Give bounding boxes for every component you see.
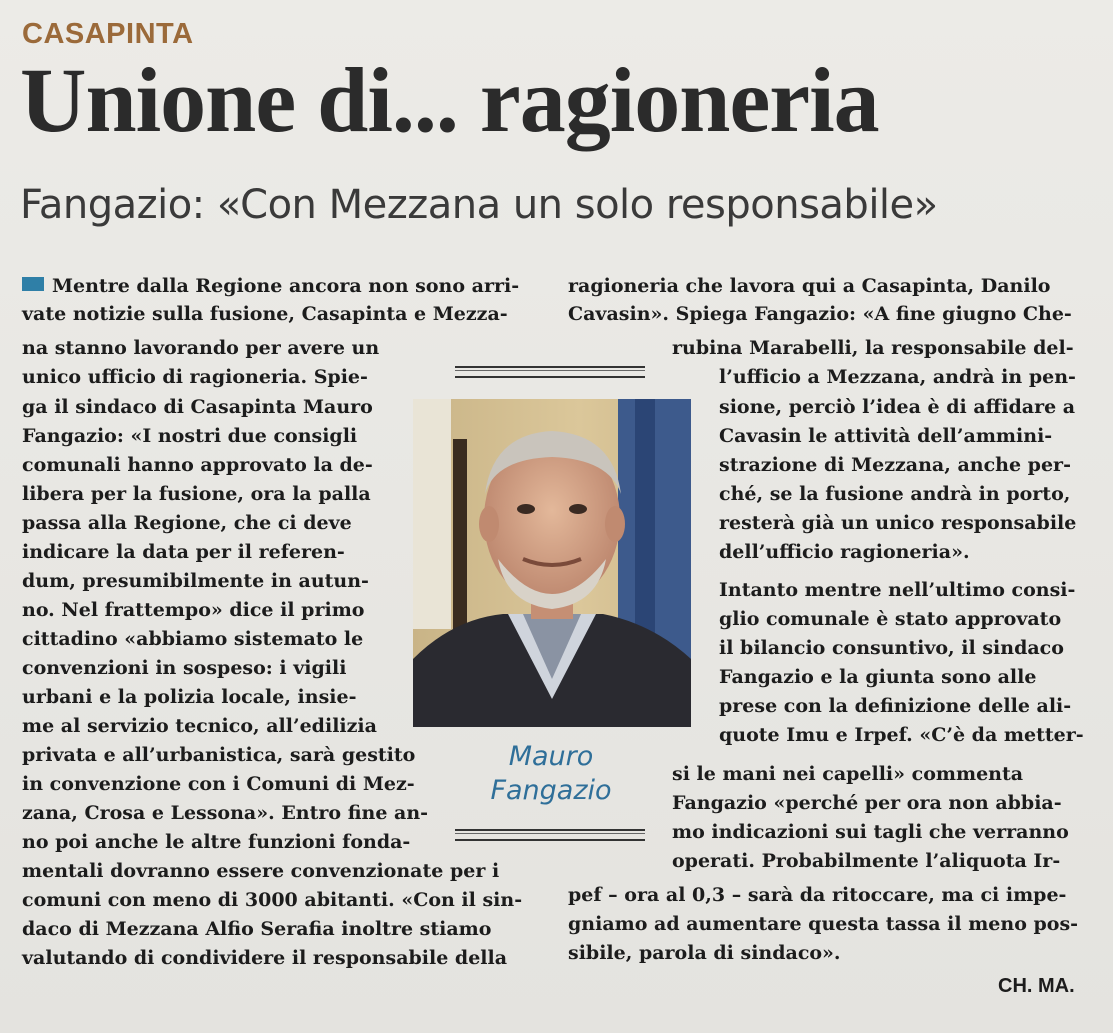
photo-caption-last-name: Fangazio bbox=[490, 775, 612, 806]
article-line: na stanno lavorando per avere un bbox=[22, 337, 380, 359]
article-line: unico ufficio di ragioneria. Spie- bbox=[22, 366, 368, 388]
article-line: cittadino «abbiamo sistemato le bbox=[22, 628, 364, 650]
article-line: convenzioni in sospeso: i vigili bbox=[22, 657, 347, 679]
portrait-illustration bbox=[413, 399, 691, 727]
section-label: CASAPINTA bbox=[22, 18, 194, 50]
article-line: mo indicazioni sui tagli che verranno bbox=[672, 821, 1069, 843]
article-line: daco di Mezzana Alfio Serafia inoltre stiamo bbox=[22, 918, 492, 940]
article-line: passa alla Regione, che ci deve bbox=[22, 512, 352, 534]
article-line: Fangazio «perché per ora non abbia- bbox=[672, 792, 1062, 814]
article-line: libera per la fusione, ora la palla bbox=[22, 483, 371, 505]
article-line: ga il sindaco di Casapinta Mauro bbox=[22, 396, 373, 418]
article-line: mentali dovranno essere convenzionate per i bbox=[22, 860, 500, 882]
article-line: valutando di condividere il responsabile della bbox=[22, 947, 508, 969]
article-line: no poi anche le altre funzioni fonda- bbox=[22, 831, 411, 853]
article-line: rubina Marabelli, la responsabile del- bbox=[672, 337, 1074, 359]
divider-rule bbox=[455, 829, 645, 841]
article-line: dum, presumibilmente in autun- bbox=[22, 570, 369, 592]
article-line: ché, se la fusione andrà in porto, bbox=[719, 483, 1071, 505]
article-line: no. Nel frattempo» dice il primo bbox=[22, 599, 365, 621]
article-line: resterà già un unico responsabile bbox=[719, 512, 1077, 534]
article-line: zana, Crosa e Lessona». Entro fine an- bbox=[22, 802, 429, 824]
bullet-square-icon bbox=[22, 277, 44, 291]
article-line: privata e all’urbanistica, sarà gestito bbox=[22, 744, 416, 766]
article-line: comuni con meno di 3000 abitanti. «Con il sin- bbox=[22, 889, 523, 911]
article-line: sione, perciò l’idea è di affidare a bbox=[719, 396, 1076, 418]
article-line: Cavasin». Spiega Fangazio: «A fine giugno Che- bbox=[568, 303, 1072, 325]
portrait-photo bbox=[413, 399, 691, 727]
divider-rule bbox=[455, 366, 645, 378]
article-line: dell’ufficio ragioneria». bbox=[719, 541, 970, 563]
article-line: Intanto mentre nell’ultimo consi- bbox=[719, 579, 1076, 601]
article-line: Mentre dalla Regione ancora non sono arri- bbox=[22, 272, 519, 300]
article-line: me al servizio tecnico, all’edilizia bbox=[22, 715, 377, 737]
article-line: strazione di Mezzana, anche per- bbox=[719, 454, 1071, 476]
article-line: quote Imu e Irpef. «C’è da metter- bbox=[719, 724, 1084, 746]
article-line: Fangazio: «I nostri due consigli bbox=[22, 425, 358, 447]
article-line: comunali hanno approvato la de- bbox=[22, 454, 373, 476]
article-line: il bilancio consuntivo, il sindaco bbox=[719, 637, 1064, 659]
article-line: pef – ora al 0,3 – sarà da ritoccare, ma ci impe- bbox=[568, 884, 1067, 906]
article-line: Cavasin le attività dell’ammini- bbox=[719, 425, 1053, 447]
article-line: ragioneria che lavora qui a Casapinta, Danilo bbox=[568, 275, 1051, 297]
article-line: si le mani nei capelli» commenta bbox=[672, 763, 1024, 785]
article-line: vate notizie sulla fusione, Casapinta e Mezza- bbox=[22, 303, 508, 325]
author-byline: CH. MA. bbox=[998, 975, 1075, 997]
article-line: indicare la data per il referen- bbox=[22, 541, 345, 563]
article-line: glio comunale è stato approvato bbox=[719, 608, 1062, 630]
subheadline: Fangazio: «Con Mezzana un solo responsabile» bbox=[20, 182, 938, 228]
article-line: operati. Probabilmente l’aliquota Ir- bbox=[672, 850, 1061, 872]
article-line: l’ufficio a Mezzana, andrà in pen- bbox=[719, 366, 1076, 388]
article-line: sibile, parola di sindaco». bbox=[568, 942, 841, 964]
article-line: in convenzione con i Comuni di Mez- bbox=[22, 773, 415, 795]
article-line: urbani e la polizia locale, insie- bbox=[22, 686, 357, 708]
photo-caption-first-name: Mauro bbox=[508, 741, 594, 772]
headline: Unione di... ragioneria bbox=[20, 49, 879, 151]
article-line: prese con la definizione delle ali- bbox=[719, 695, 1072, 717]
article-line: Fangazio e la giunta sono alle bbox=[719, 666, 1037, 688]
article-line: gniamo ad aumentare questa tassa il meno pos- bbox=[568, 913, 1079, 935]
